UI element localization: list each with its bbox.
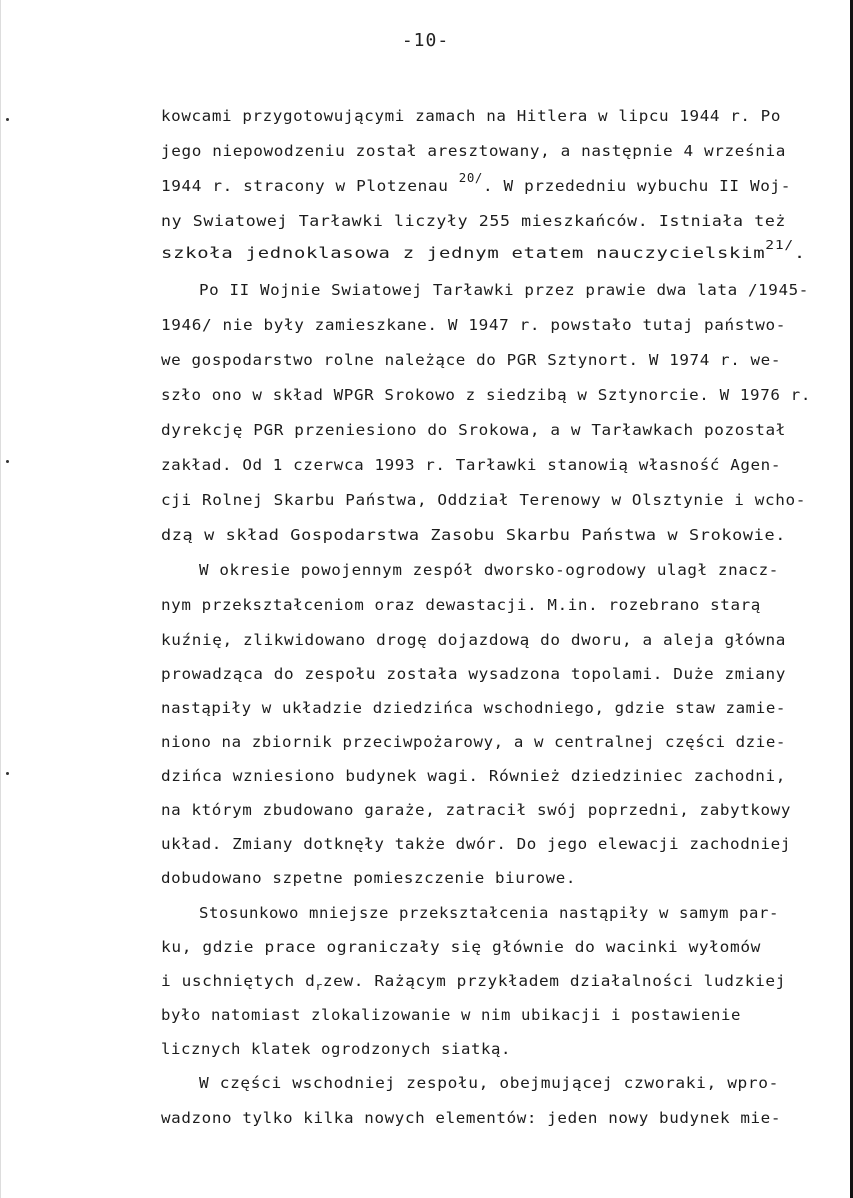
text-line: było natomiast zlokalizowanie w nim ubikacji i postawienie (161, 1006, 742, 1024)
text-line: dzińca wzniesiono budynek wagi. Również dziedziniec zachodni, (161, 767, 786, 785)
text-segment: . (793, 244, 806, 262)
text-line: dyrekcję PGR przeniesiono do Srokowa, a w Tarławkach pozostał (161, 421, 786, 439)
text-segment: 1944 r. stracony w Plotzenau (161, 177, 459, 195)
footnote-reference: 20/ (458, 171, 484, 185)
text-line: kuźnię, zlikwidowano drogę dojazdową do dworu, a aleja główna (161, 631, 786, 649)
text-line: cji Rolnej Skarbu Państwa, Oddział Terenowy w Olsztynie i wcho- (161, 491, 806, 509)
footnote-reference: 21/ (765, 238, 794, 252)
text-segment: zew. Rażącym przykładem działalności ludzkiej (322, 972, 786, 990)
text-line: dzą w skład Gospodarstwa Zasobu Skarbu Państwa w Srokowie. (161, 526, 787, 544)
text-segment: szkoła jednoklasowa z jednym etatem nauczycielskim (161, 244, 766, 262)
text-line: niono na zbiornik przeciwpożarowy, a w centralnej części dzie- (161, 733, 787, 751)
text-line: dobudowano szpetne pomieszczenie biurowe. (161, 869, 576, 887)
text-line: ny Swiatowej Tarławki liczyły 255 mieszkańców. Istniała też (161, 212, 787, 230)
text-line (161, 171, 792, 197)
text-line: układ. Zmiany dotknęły także dwór. Do jego elewacji zachodniej (161, 835, 792, 853)
margin-mark (6, 772, 9, 775)
text-line: jego niepowodzeniu został aresztowany, a następnie 4 września (161, 142, 786, 160)
text-line: Po II Wojnie Swiatowej Tarławki przez prawie dwa lata /1945- (199, 281, 809, 299)
text-line: ku, gdzie prace ograniczały się głównie do wacinki wyłomów (161, 938, 762, 956)
text-line: na którym zbudowano garaże, zatracił swój poprzedni, zabytkowy (161, 801, 792, 819)
text-line: licznych klatek ogrodzonych siatką. (161, 1040, 511, 1058)
text-line: nym przekształceniom oraz dewastacji. M.in. rozebrano starą (161, 596, 761, 614)
text-line (161, 971, 786, 993)
text-line: kowcami przygotowującymi zamach na Hitlera w lipcu 1944 r. Po (161, 107, 782, 125)
text-line (161, 238, 806, 264)
text-line: we gospodarstwo rolne należące do PGR Sztynort. W 1974 r. we- (161, 351, 782, 369)
margin-mark (6, 460, 9, 463)
text-segment: i uschniętych d (161, 972, 316, 990)
text-line: Stosunkowo mniejsze przekształcenia nastąpiły w samym par- (199, 904, 780, 922)
text-line: W części wschodniej zespołu, obejmującej czworaki, wpro- (199, 1074, 779, 1092)
text-line: prowadząca do zespołu została wysadzona topolami. Duże zmiany (161, 665, 786, 683)
text-line: nastąpiły w układzie dziedzińca wschodniego, gdzie staw zamie- (161, 699, 787, 717)
text-line: W okresie powojennym zespół dworsko-ogrodowy ulagł znacz- (199, 561, 779, 579)
text-line: zakład. Od 1 czerwca 1993 r. Tarławki stanowią własność Agen- (161, 456, 782, 474)
text-line: 1946/ nie były zamieszkane. W 1947 r. powstało tutaj państwo- (161, 316, 786, 334)
subscript-letter: r (315, 980, 323, 993)
text-segment: . W przededniu wybuchu II Woj- (483, 177, 792, 195)
text-line: wadzono tylko kilka nowych elementów: jeden nowy budynek mie- (161, 1109, 782, 1127)
page-number: -10- (401, 30, 450, 51)
margin-mark (6, 118, 9, 121)
text-line: szło ono w skład WPGR Srokowo z siedzibą w Sztynorcie. W 1976 r. (161, 386, 812, 404)
